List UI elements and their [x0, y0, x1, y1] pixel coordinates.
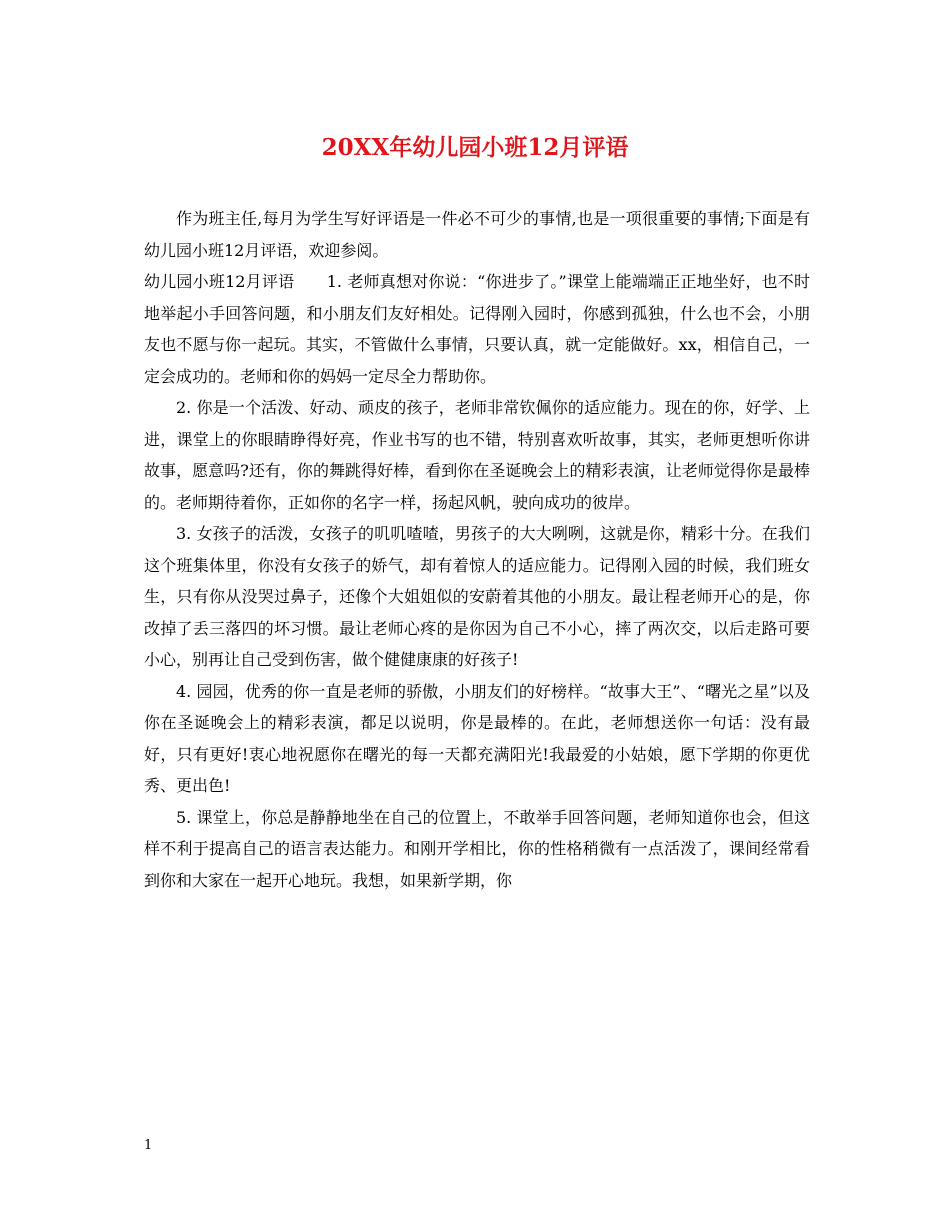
- document-body: [144, 203, 810, 896]
- paragraph-5: 5. 课堂上，你总是静静地坐在自己的位置上，不敢举手回答问题，老师知道你也会，但这样不利于提高自己的语言表达能力。和刚开学相比，你的性格稍微有一点活泼了，课间经常看到你和大家在一起开心地玩。我想，如果新学期，你: [144, 807, 810, 890]
- page-number: 1: [144, 1138, 153, 1153]
- paragraph-4: 4. 园园，优秀的你一直是老师的骄傲，小朋友们的好榜样。“故事大王”、“曙光之星”以及你在圣诞晚会上的精彩表演，都足以说明，你是最棒的。在此，老师想送你一句话：没有最好，只有更好!衷心地祝愿你在曙光的每一天都充满阳光!我最爱的小姑娘，愿下学期的你更优秀、更出色!: [144, 681, 810, 795]
- intro-paragraph: 作为班主任,每月为学生写好评语是一件必不可少的事情,也是一项很重要的事情;下面是有幼儿园小班12月评语，欢迎参阅。: [144, 209, 810, 260]
- paragraph-2: 2. 你是一个活泼、好动、顽皮的孩子，老师非常钦佩你的适应能力。现在的你，好学、上进，课堂上的你眼睛睁得好亮，作业书写的也不错，特别喜欢听故事，其实，老师更想听你讲故事，愿意吗?还有，你的舞跳得好棒，看到你在圣诞晚会上的精彩表演，让老师觉得你是最棒的。老师期待着你，正如你的名字一样，扬起风帆，驶向成功的彼岸。: [144, 398, 810, 512]
- document-title: 20XX年幼儿园小班12月评语: [321, 134, 629, 161]
- paragraph-1: 幼儿园小班12月评语 1. 老师真想对你说：“你进步了。”课堂上能端端正正地坐好，也不时地举起小手回答问题，和小朋友们友好相处。记得刚入园时，你感到孤独，什么也不会，小朋友也不愿与你一起玩。其实，不管做什么事情，只要认真，就一定能做好。xx，相信自己，一定会成功的。老师和你的妈妈一定尽全力帮助你。: [144, 272, 810, 386]
- paragraph-3: 3. 女孩子的活泼，女孩子的叽叽喳喳，男孩子的大大咧咧，这就是你，精彩十分。在我们这个班集体里，你没有女孩子的娇气，却有着惊人的适应能力。记得刚入园的时候，我们班女生，只有你从没哭过鼻子，还像个大姐姐似的安蔚着其他的小朋友。最让程老师开心的是，你改掉了丢三落四的坏习惯。最让老师心疼的是你因为自己不小心，摔了两次交，以后走路可要小心，别再让自己受到伤害，做个健健康康的好孩子!: [144, 524, 810, 669]
